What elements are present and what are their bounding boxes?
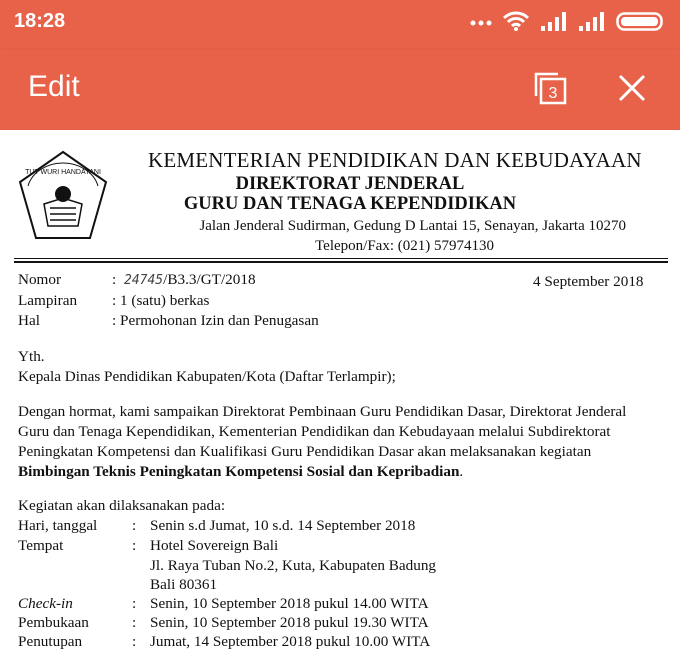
letter-document bbox=[0, 130, 680, 658]
division-name: GURU DAN TENAGA KEPENDIDIKAN bbox=[183, 194, 517, 214]
body-line: Guru dan Tenaga Kependidikan, Kementerian Pendidikan dan Kebudayaan melalui Subdirektorat bbox=[18, 423, 611, 440]
app-bar bbox=[0, 50, 680, 130]
schedule-colon: : bbox=[132, 595, 137, 612]
signal-icon-2 bbox=[578, 10, 606, 37]
office-address: Jalan Jenderal Sudirman, Gedung D Lantai 15, Senayan, Jakarta 10270 bbox=[199, 218, 626, 234]
schedule-colon: : bbox=[132, 517, 137, 534]
page-title: Edit bbox=[28, 70, 80, 103]
nomor-value: 24745/B3.3/GT/2018 bbox=[124, 271, 256, 288]
tab-count: 3 bbox=[548, 85, 558, 102]
lampiran-value: : 1 (satu) berkas bbox=[112, 292, 210, 309]
schedule-value: Hotel Sovereign Bali bbox=[150, 537, 279, 554]
header-rule bbox=[14, 258, 668, 259]
close-icon bbox=[612, 68, 652, 108]
schedule-colon: : bbox=[132, 537, 137, 554]
directorate-name: DIREKTORAT JENDERAL bbox=[235, 174, 465, 194]
lampiran-label: Lampiran bbox=[18, 292, 78, 309]
body-line: Peningkatan Kompetensi dan Kualifikasi Guru Pendidikan Dasar akan melaksanakan kegiatan bbox=[18, 443, 592, 460]
hal-label: Hal bbox=[18, 312, 40, 329]
schedule-intro: Kegiatan akan dilaksanakan pada: bbox=[18, 497, 226, 514]
schedule-value: Senin, 10 September 2018 pukul 19.30 WITA bbox=[150, 614, 429, 631]
schedule-value: Bali 80361 bbox=[150, 576, 218, 593]
tabs-icon bbox=[530, 68, 570, 108]
schedule-label: Pembukaan bbox=[18, 614, 89, 631]
status-bar bbox=[0, 0, 680, 50]
schedule-colon: : bbox=[132, 633, 137, 650]
office-phone: Telepon/Fax: (021) 57974130 bbox=[315, 238, 494, 254]
status-time: 18:28 bbox=[14, 10, 66, 32]
schedule-label: Check-in bbox=[18, 595, 73, 612]
nomor-label: Nomor bbox=[18, 271, 62, 288]
signal-icon-1 bbox=[540, 10, 568, 37]
nomor-colon: : bbox=[112, 271, 117, 288]
schedule-label: Penutupan bbox=[18, 633, 83, 650]
schedule-label: Hari, tanggal bbox=[18, 517, 98, 534]
activity-name: Bimbingan Teknis Peningkatan Kompetensi Sosial dan Kepribadian bbox=[18, 463, 460, 480]
hal-value: : Permohonan Izin dan Penugasan bbox=[112, 312, 319, 329]
recipient: Kepala Dinas Pendidikan Kabupaten/Kota (Daftar Terlampir); bbox=[18, 368, 396, 385]
nomor-handwritten: 24745 bbox=[124, 273, 164, 288]
tabs-button[interactable] bbox=[530, 68, 570, 108]
schedule-value: Senin s.d Jumat, 10 s.d. 14 September 2018 bbox=[150, 517, 416, 534]
letter-date: 4 September 2018 bbox=[533, 273, 644, 290]
header-rule-thick bbox=[14, 261, 668, 263]
wifi-icon bbox=[502, 10, 530, 37]
status-icons bbox=[470, 10, 666, 36]
schedule-colon: : bbox=[132, 614, 137, 631]
schedule-value: Senin, 10 September 2018 pukul 14.00 WITA bbox=[150, 595, 429, 612]
battery-icon bbox=[616, 10, 666, 37]
schedule-value: Jumat, 14 September 2018 pukul 10.00 WITA bbox=[150, 633, 431, 650]
svg-text:TUT WURI HANDAYANI: TUT WURI HANDAYANI bbox=[25, 169, 101, 176]
schedule-label: Tempat bbox=[18, 537, 64, 554]
more-dots-icon bbox=[470, 14, 492, 32]
body-line: Bimbingan Teknis Peningkatan Kompetensi Sosial dan Kepribadian. bbox=[18, 463, 464, 480]
salutation: Yth. bbox=[18, 348, 45, 365]
body-line: Dengan hormat, kami sampaikan Direktorat Pembinaan Guru Pendidikan Dasar, Direktorat Jenderal bbox=[18, 403, 627, 420]
ministry-name: KEMENTERIAN PENDIDIKAN DAN KEBUDAYAAN bbox=[148, 148, 642, 172]
close-button[interactable] bbox=[612, 68, 652, 108]
schedule-value: Jl. Raya Tuban No.2, Kuta, Kabupaten Badung bbox=[150, 557, 437, 574]
